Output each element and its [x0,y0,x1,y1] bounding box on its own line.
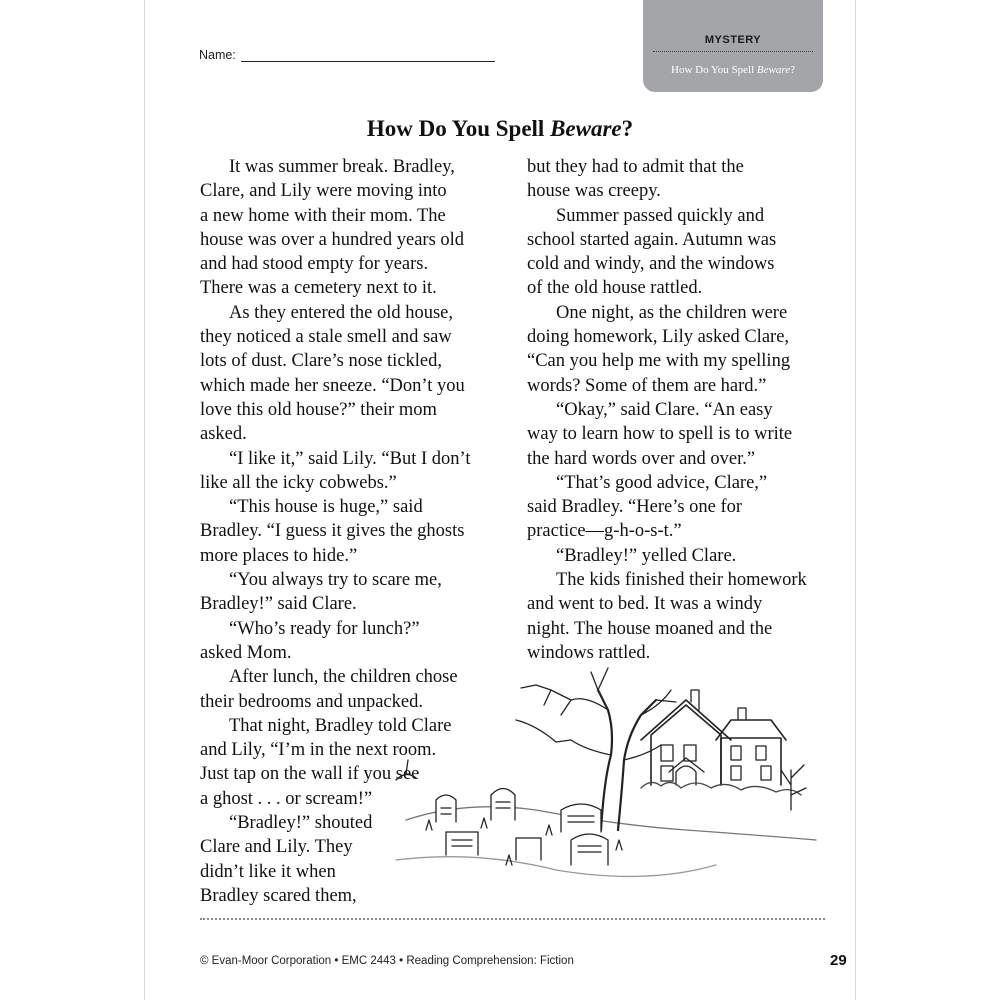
story-line: the hard words over and over.” [527,448,756,469]
tab-divider [653,51,813,52]
story-line: way to learn how to spell is to write [527,424,793,445]
story-line: but they had to admit that the [527,157,744,177]
story-line: their bedrooms and unpacked. [200,691,423,712]
story-line: a new home with their mom. The [200,205,446,226]
tab-category: MYSTERY [704,34,762,46]
story-line: and had stood empty for years. [200,254,429,275]
story-line: It was summer break. Bradley, [229,157,455,177]
story-line: asked Mom. [200,642,292,663]
story-line: school started again. Autumn was [527,229,777,250]
story-line: After lunch, the children chose [229,667,458,688]
story-line: words? Some of them are hard.” [527,375,767,396]
title-suffix: ? [621,116,634,141]
name-blank-line[interactable] [241,61,495,62]
story-line: Bradley!” said Clare. [200,594,357,615]
footer-credit: © Evan-Moor Corporation • EMC 2443 • Reading Comprehension: Fiction [200,955,574,967]
story-line: Clare and Lily. They [200,837,353,858]
story-line: like all the icky cobwebs.” [200,472,397,493]
story-line: lots of dust. Clare’s nose tickled, [200,351,443,372]
story-line: Just tap on the wall if you see [200,764,420,785]
story-line: more places to hide.” [200,545,358,566]
story-line: The kids finished their homework [556,570,807,591]
story-line: “This house is huge,” said [229,497,423,518]
story-line: Summer passed quickly and [556,205,765,226]
story-line: “Bradley!” shouted [229,813,373,834]
story-column-2 [527,155,807,665]
story-line: Clare, and Lily were moving into [200,181,447,202]
tab-story-title [643,64,823,76]
story-line: One night, as the children were [556,302,788,323]
story-line: doing homework, Lily asked Clare, [527,327,790,348]
story-line: “You always try to scare me, [229,570,442,591]
story-line: night. The house moaned and the [527,618,773,639]
category-tab [643,0,823,92]
tab-title-suffix: ? [790,64,795,76]
name-label: Name: [199,48,236,62]
story-line: Bradley. “I guess it gives the ghosts [200,521,465,542]
story-line: they noticed a stale smell and saw [200,327,452,348]
story-line: didn’t like it when [200,861,336,882]
story-line: Bradley scared them, [200,885,357,906]
tab-title-em: Beware [756,64,791,76]
story-line: of the old house rattled. [527,278,703,299]
story-line: “Bradley!” yelled Clare. [556,545,737,566]
story-line: windows rattled. [527,642,651,663]
story-line: There was a cemetery next to it. [200,278,437,299]
story-line: which made her sneeze. “Don’t you [200,375,465,396]
page-title [0,116,1000,142]
story-line: love this old house?” their mom [200,399,437,420]
story-line: “I like it,” said Lily. “But I don’t [229,448,471,469]
story-line: practice—g-h-o-s-t.” [527,521,682,542]
story-line: house was over a hundred years old [200,229,465,250]
story-line: “That’s good advice, Clare,” [556,472,768,493]
haunted-house-illustration [386,660,826,890]
footer-divider [200,918,825,920]
story-line: said Bradley. “Here’s one for [527,497,743,518]
story-line: asked. [200,424,247,445]
story-line: cold and windy, and the windows [527,254,775,275]
story-line: As they entered the old house, [229,302,453,323]
story-line: and went to bed. It was a windy [527,594,763,615]
page-number: 29 [830,952,847,969]
story-line: “Can you help me with my spelling [527,351,791,372]
story-line: and Lily, “I’m in the next room. [200,740,437,761]
story-line: “Okay,” said Clare. “An easy [556,399,773,420]
title-em: Beware [550,116,622,141]
story-line: house was creepy. [527,181,661,202]
story-line: That night, Bradley told Clare [229,715,452,736]
tab-title-prefix: How Do You Spell [671,64,757,76]
story-line: “Who’s ready for lunch?” [229,618,420,639]
story-line: a ghost . . . or scream!” [200,788,373,809]
title-prefix: How Do You Spell [366,116,551,141]
